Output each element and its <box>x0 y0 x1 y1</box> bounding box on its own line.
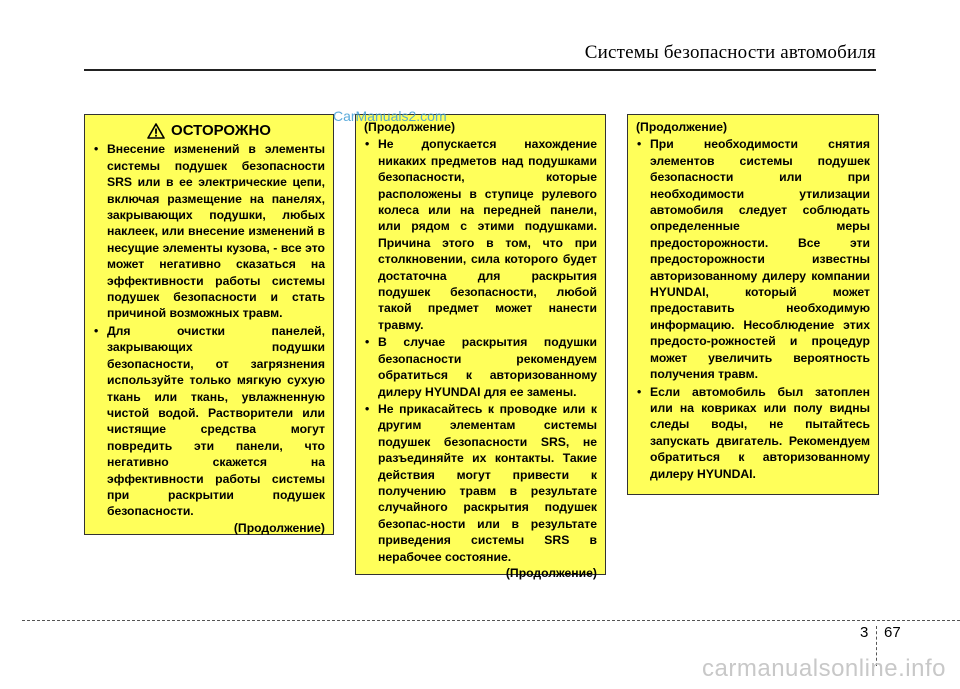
continued-top-label: (Продолжение) <box>636 120 728 134</box>
warning-title: ОСТОРОЖНО <box>171 122 271 139</box>
warning-list <box>636 136 870 482</box>
warning-triangle-icon <box>147 123 165 139</box>
watermark-top: CarManuals2.com <box>333 108 447 124</box>
continued-top-label: (Продолжение) <box>364 120 456 134</box>
list-item: • Не допускается нахождение никаких предметов над подушками безопасности, которые расположены в ступице рулевого колеса или на передней панели, или рядом с этими подушками. Причина этого в том, что при столкновении, сила которого будет достаточна для раскрытия подушек безопасности, любой такой предмет может нанести травму. <box>364 136 597 333</box>
continued-box-3 <box>627 114 879 495</box>
list-item: • Не прикасайтесь к проводке или к другим элементам системы подушек безопасности SRS, не разъединяйте их контакты. Такие действия могут привести к получению травм в результате случайного раскрытия подушек безопас-ности или в результате приведения системы SRS в нерабочее состояние. <box>364 401 597 565</box>
chapter-number: 3 <box>860 624 869 641</box>
continued-label: (Продолжение) <box>233 520 325 535</box>
list-item: • Для очистки панелей, закрывающих подушки безопасности, от загрязнения используйте только мягкую сухую ткань или ткань, увлажненную чистой водой. Растворители или чистящие средства могут повредить эти панели, что негативно скажется на эффективности работы системы при раскрытии подушек безопасности. <box>93 323 325 520</box>
list-item: • Если автомобиль был затоплен или на ковриках или полу видны следы воды, не пытайтесь запускать двигатель. Рекомендуем обратиться к авторизованному дилеру HYUNDAI. <box>636 384 870 482</box>
continued-box-2 <box>355 114 606 580</box>
warning-header <box>93 123 325 139</box>
warning-list <box>364 136 597 565</box>
header-rule <box>84 69 876 71</box>
warning-box <box>84 114 334 535</box>
continued-label: (Продолжение) <box>505 565 597 580</box>
list-item: • Внесение изменений в элементы системы подушек безопасности SRS или в ее электрические цепи, включая размещение на панелях, закрывающих подушки, любых наклеек, или внесение изменений в несущие элементы кузова, - все это может негативно сказаться на эффективности работы системы подушек безопасности и стать причиной возможных травм. <box>93 141 325 321</box>
list-item: • При необходимости снятия элементов системы подушек безопасности или при необходимости утилизации автомобиля следует соблюдать определенные меры предосторожности. Все эти предосторожности известны авторизованному дилеру компании HYUNDAI, который может предоставить необходимую информацию. Несоблюдение этих предосто-рожностей и процедур может увеличить вероятность получения травм. <box>636 136 870 382</box>
list-item: • В случае раскрытия подушки безопасности рекомендуем обратиться к авторизованному дилеру HYUNDAI для ее замены. <box>364 334 597 400</box>
watermark-bottom: carmanualsonline.info <box>702 655 946 682</box>
warning-list <box>93 141 325 519</box>
footer-rule <box>22 620 960 621</box>
section-title: Системы безопасности автомобиля <box>584 42 876 63</box>
page-number: 67 <box>884 624 901 641</box>
